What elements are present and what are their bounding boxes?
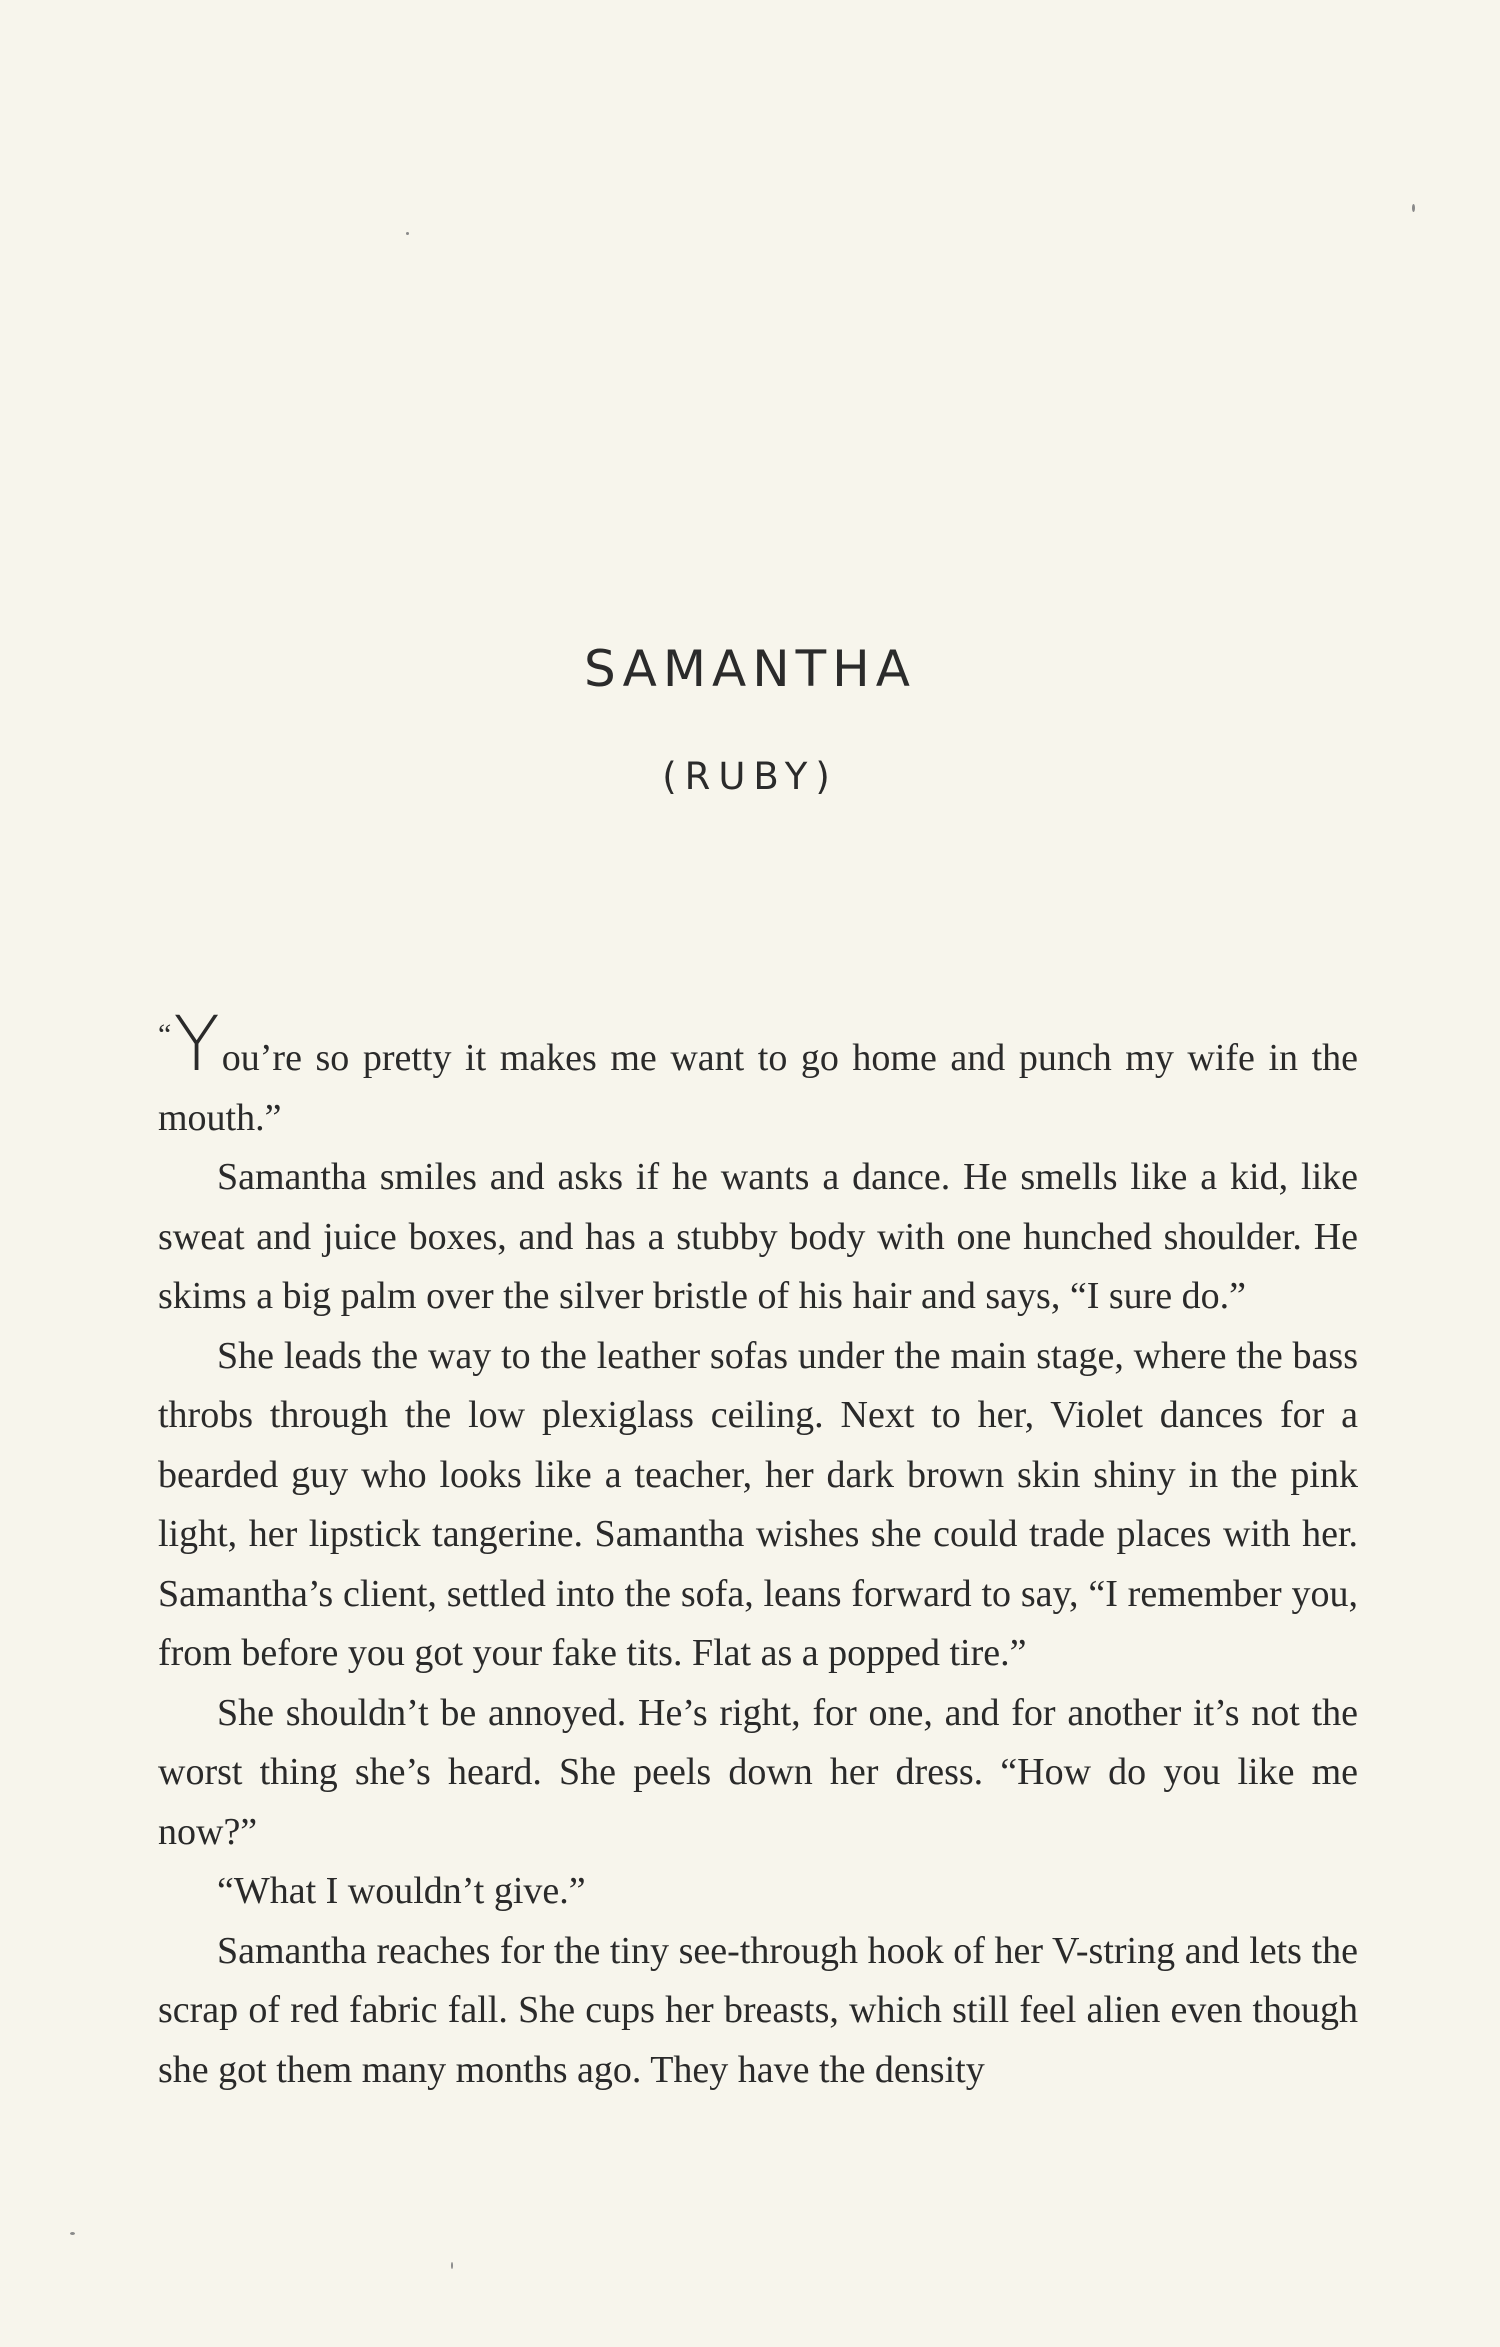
chapter-subtitle: (RUBY)	[662, 755, 838, 798]
paragraph-4: She shouldn’t be annoyed. He’s right, for one, and for another it’s not the worst thing she’s heard. She peels down her dress. “How do you like me now?”	[158, 1691, 1358, 1853]
paragraph-1	[158, 999, 1358, 1148]
opening-quote: “	[158, 1018, 172, 1051]
paragraph-5: “What I wouldn’t give.”	[217, 1870, 586, 1912]
paragraph-3: She leads the way to the leather sofas under the main stage, where the bass throbs through the low plexiglass ceiling. Next to her, Violet dances for a bearded guy who looks like a teacher, her dark brown skin shiny in the pink light, her lipstick tangerine. Samantha wishes she could trade places with her. Samantha’s client, settled into the sofa, leans forward to say, “I remember you, from before you got your fake tits. Flat as a popped tire.”	[158, 1334, 1358, 1674]
paper-speck	[70, 2232, 75, 2235]
chapter-body	[158, 999, 1358, 2100]
paper-speck	[406, 232, 409, 235]
paragraph-2: Samantha smiles and asks if he wants a dance. He smells like a kid, like sweat and juice boxes, and has a stubby body with one hunched shoulder. He skims a big palm over the silver bristle of his hair and says, “I sure do.”	[158, 1156, 1358, 1317]
paper-speck	[451, 2262, 453, 2269]
paper-speck	[1412, 204, 1415, 212]
paragraph-6: Samantha reaches for the tiny see-through hook of her V-string and lets the scrap of red fabric fall. She cups her breasts, which still feel alien even though she got them many months ago. They have the density	[158, 1929, 1358, 2091]
paragraph-1-text: ou’re so pretty it makes me want to go home and punch my wife in the mouth.”	[158, 1037, 1358, 1139]
chapter-title: SAMANTHA	[584, 640, 916, 698]
drop-cap: Y	[173, 999, 222, 1088]
